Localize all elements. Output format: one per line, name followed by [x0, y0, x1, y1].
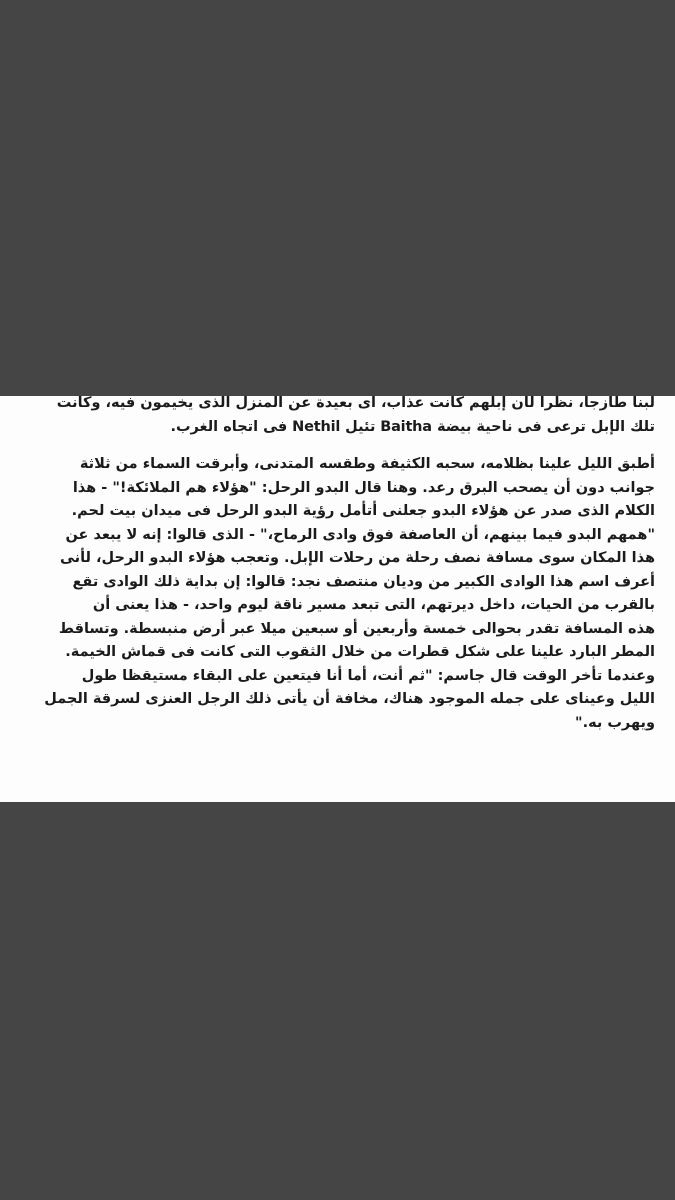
text-line: لبنا طازجا، نظرا لأن إبلهم كانت عذاب، أى بعيدة عن المنزل الذى يخيمون فيه، وكانت [56, 396, 655, 411]
text-line: المطر البارد علينا على شكل قطرات من خلال الثقوب التى كانت فى قماش الخيمة. [65, 644, 655, 660]
paragraph-gap [26, 439, 655, 453]
text-line: بالقرب من الحيات، داخل ديرتهم، التى تبعد مسير ناقة ليوم واحد، - هذا يعنى أن [92, 597, 655, 613]
scanned-book-page [0, 396, 675, 802]
text-line: وعندما تأخر الوقت قال جاسم: "ثم أنت، أما أنا فيتعين على البقاء مستيقظا طول [81, 667, 655, 684]
text-line: تلك الإبل ترعى فى ناحية بيضة Baitha تئيل Nethil فى اتجاه الغرب. [170, 418, 655, 435]
text-line: أطبق الليل علينا بظلامه، سحبه الكثيفة وطقسه المتدنى، وأبرقت السماء من ثلاثة [79, 456, 655, 472]
text-line: جوانب دون أن يصحب البرق رعد. وهنا قال البدو الرحل: "هؤلاء هم الملائكة!" - هذا [72, 479, 655, 496]
text-line: أعرف اسم هذا الوادى الكبير من وديان منتصف نجد: قالوا: إن بداية ذلك الوادى تقع [72, 573, 655, 590]
text-line: هذا المكان سوى مسافة نصف رحلة من رحلات الإبل. وتعجب هؤلاء البدو الرحل، لأنى [59, 550, 655, 566]
text-line: الكلام الذى صدر عن هؤلاء البدو جعلنى أتأمل رؤية البدو الرحل فى ميدان بيت لحم. [71, 503, 655, 519]
text-line: "همهم البدو فيما بينهم، أن العاصفة فوق وادى الرماح،" - الذى قالوا: إنه لا يبعد عن [65, 526, 655, 543]
page-text-block [26, 396, 655, 735]
text-line: هذه المسافة تقدر بحوالى خمسة وأربعين أو سبعين ميلا عبر أرض منبسطة. وتساقط [58, 620, 655, 637]
text-line: ويهرب به." [575, 714, 655, 731]
text-line: الليل وعيناى على جمله الموجود هناك، مخافة أن يأتى ذلك الرجل العنزى لسرقة الجمل [44, 691, 655, 707]
